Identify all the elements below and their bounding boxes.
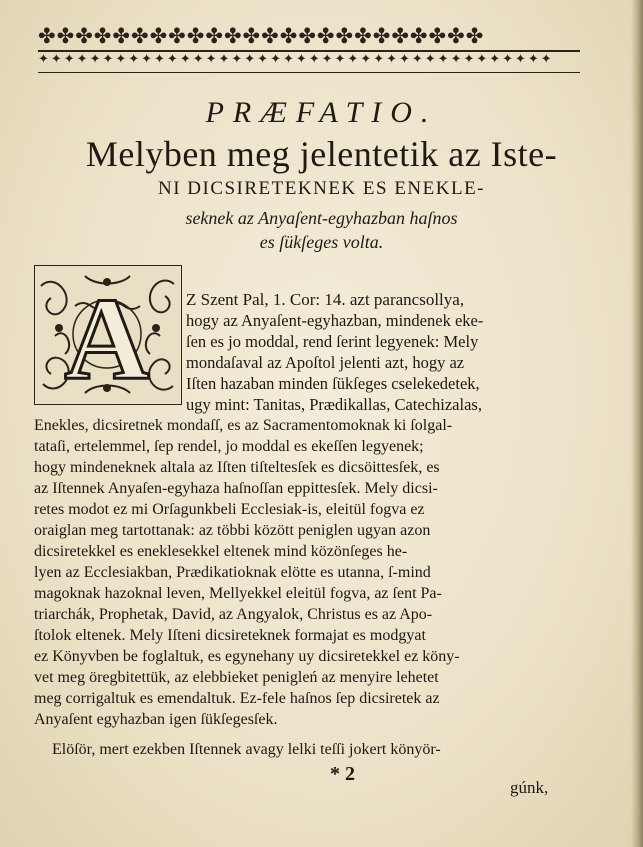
text-line: oraiglan meg tartottanak: az többi között peniglen ugyan azon xyxy=(34,522,431,539)
text-line: retes modot ez mi Orſagunkbeli Ecclesiak-is, eleitül fogva ez xyxy=(34,501,425,518)
heading-caps: NI DICSIRETEKNEK ES ENEKLE- xyxy=(157,178,486,199)
text-line: triarchák, Prophetak, David, az Angyalok, Christus es az Apo- xyxy=(34,606,433,623)
text-line: Z Szent Pal, 1. Cor: 14. azt parancsollya, xyxy=(186,290,465,309)
text-line: lyen az Ecclesiakban, Prædikatioknak elötte es utanna, ſ-mind xyxy=(34,564,431,581)
heading-main: Melyben meg jelentetik az Iste- xyxy=(85,134,558,174)
text-line: ſtolok eltenek. Mely Iſteni dicsireteknek formajat es modgyat xyxy=(34,627,426,644)
text-line: Elöſör, mert ezekben Iſtennek avagy lelki teſſi jokert könyör- xyxy=(52,741,441,758)
drop-cap-initial xyxy=(34,265,182,405)
text-line: ez Könyvben be foglaltuk, es egynehany uy dicsiretekkel ez köny- xyxy=(34,648,460,665)
text-line: tataſi, ertelemmel, ſep rendel, jo moddal es ekeſſen legyenek; xyxy=(34,438,424,455)
drop-cap-ornament-icon xyxy=(35,266,180,403)
text-line: ſen es jo moddal, rend ſerint legyenek: Mely xyxy=(186,332,479,351)
text-line: az Iſtennek Anyaſen-egyhaza haſnoſſan eppittesſek. Mely dicsi- xyxy=(34,480,438,497)
text-line: hogy az Anyaſent-egyhazban, mindenek eke- xyxy=(186,311,484,330)
text-line: hogy mindeneknek altala az Iſten tiſteltesſek es dicsöittesſek, es xyxy=(34,459,440,476)
text-line: Enekles, dicsiretnek mondaſſ, es az Sacramentomoknak ki ſolgal- xyxy=(34,417,453,434)
page-title: PRÆFATIO. xyxy=(205,96,438,129)
text-line: Anyaſent egyhazban igen ſükſegesſek. xyxy=(34,711,278,728)
text-line: vet meg öregbitettük, az elebbieket penigleń az menyire lehetet xyxy=(34,669,439,686)
text-line: dicsiretekkel es eneklesekkel eltenek mind közönſeges he- xyxy=(34,543,408,560)
text-line: mondaſaval az Apoſtol jelenti azt, hogy az xyxy=(186,353,465,372)
text-line: meg corrigaltuk es emendaltuk. Ez-fele haſnos ſep dicsiretek az xyxy=(34,690,440,707)
text-line: ugy mint: Tanitas, Prædikallas, Catechizalas, xyxy=(186,395,482,414)
ornament-border-bottom: ✦✦✦✦✦✦✦✦✦✦✦✦✦✦✦✦✦✦✦✦✦✦✦✦✦✦✦✦✦✦✦✦✦✦✦✦✦✦✦✦ xyxy=(38,52,554,67)
ornament-rule-lower xyxy=(38,72,580,73)
heading-sub-line-1: seknek az Anyaſent-egyhazban haſnos xyxy=(185,208,458,228)
catchword: gúnk, xyxy=(510,778,549,797)
ornament-border-top: ✤✤✤✤✤✤✤✤✤✤✤✤✤✤✤✤✤✤✤✤✤✤✤✤ xyxy=(38,24,485,48)
heading-sub-line-2: es ſükſeges volta. xyxy=(259,232,384,252)
drop-cap-letter: A xyxy=(64,273,150,403)
text-line: Iſten hazaban minden ſükſeges cselekedetek, xyxy=(186,374,480,393)
signature-mark: * 2 xyxy=(330,763,355,785)
text-line: magoknak hazoknal leven, Mellyekkel eleitül fogva, az ſent Pa- xyxy=(34,585,442,602)
